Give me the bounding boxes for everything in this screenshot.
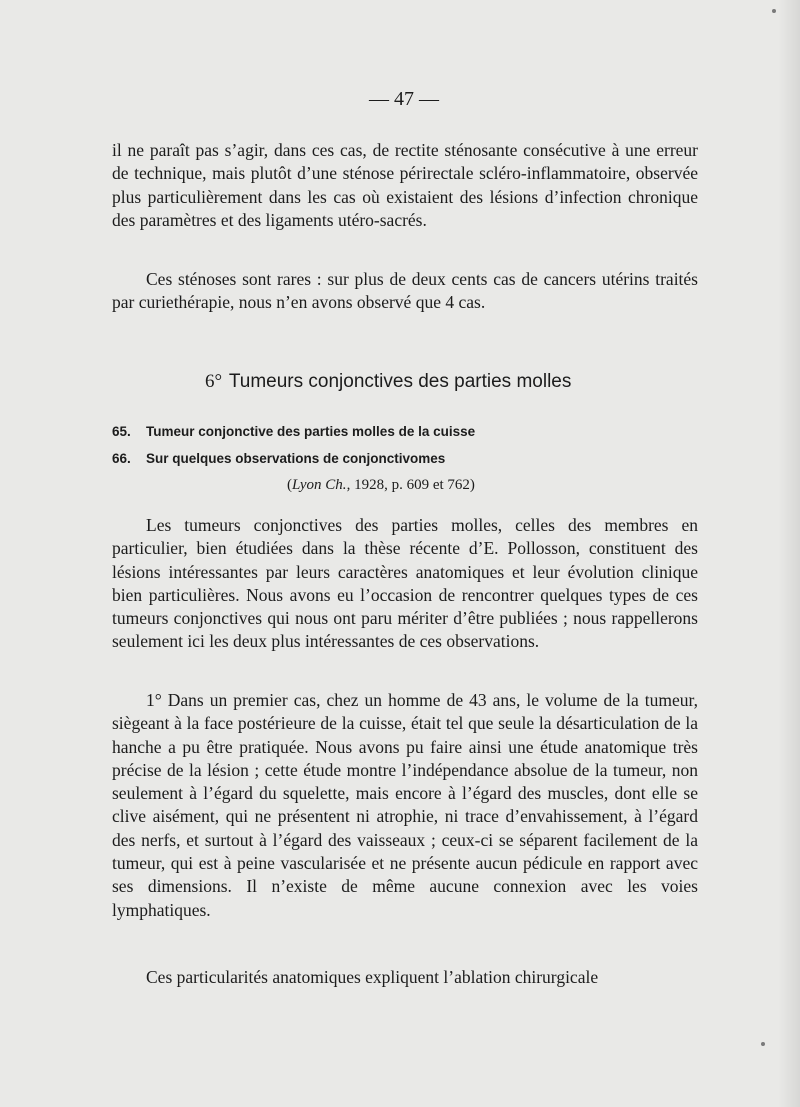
paragraph-intro: Les tumeurs conjonctives des parties molles, celles des membres en particulier, bien étudiées dans la thèse récente d’E. Pollosson, constituent des lésions intéressantes par leurs caractères anatomiques et leur évolution clinique bien particulières. Nous avons eu l’occasion de rencontrer quelques types de ces tumeurs conjonctives qui nous ont paru mériter d’être publiées ; nous rappellerons seulement ici les deux plus intéressantes de ces observations. bbox=[112, 515, 698, 652]
citation-journal: Lyon Ch. bbox=[292, 477, 347, 493]
page-edge-shadow bbox=[778, 0, 800, 1107]
paper-title: Sur quelques observations de conjonctivomes bbox=[146, 451, 446, 466]
paper-title: Tumeur conjonctive des parties molles de la cuisse bbox=[146, 424, 476, 439]
paper-entry bbox=[112, 424, 475, 439]
section-number: 6° bbox=[205, 371, 223, 392]
paragraph-continuation: il ne paraît pas s’agir, dans ces cas, de rectite sténosante consécutive à une erreur de technique, mais plutôt d’une sténose périrectale scléro-inflammatoire, observée plus particulièrement dans les cas où existaient des lésions d’infection chronique des paramètres et des ligaments utéro-sacrés. bbox=[112, 140, 698, 230]
paragraph-conclusion: Ces particularités anatomiques expliquent l’ablation chirurgicale bbox=[146, 967, 599, 987]
citation: (Lyon Ch., 1928, p. 609 et 762) bbox=[287, 477, 475, 493]
paragraph-case-1: 1° Dans un premier cas, chez un homme de 43 ans, le volume de la tumeur, siègeant à la face postérieure de la cuisse, était tel que seule la désarticulation de la hanche a pu être pratiquée. Nous avons pu faire ainsi une étude anatomique très précise de la lésion ; cette étude montre l’indépendance absolue de la tumeur, non seulement à l’égard du squelette, mais encore à l’égard des muscles, dont elle se clive aisément, qui ne présentent ni atrophie, ni trace d’envahissement, à l’égard des nerfs, et surtout à l’égard des vaisseaux ; ceux-ci se séparent facilement de la tumeur, qui est à peine vascularisée et ne présente aucun pédicule en rapport avec ses dimensions. Il n’existe de même aucune connexion avec les voies lymphatiques. bbox=[112, 690, 698, 920]
section-title: Tumeurs conjonctives des parties molles bbox=[228, 371, 572, 392]
section-heading bbox=[205, 371, 571, 393]
scan-speck bbox=[761, 1042, 765, 1046]
paper-number: 65. bbox=[112, 424, 131, 439]
paper-number: 66. bbox=[112, 451, 131, 466]
citation-details: , 1928, p. 609 et 762) bbox=[346, 477, 475, 493]
page-number: — 47 — bbox=[369, 88, 439, 110]
scan-speck bbox=[772, 9, 776, 13]
paragraph-stenoses: Ces sténoses sont rares : sur plus de deux cents cas de cancers utérins traités par curiethérapie, nous n’en avons observé que 4 cas. bbox=[112, 269, 698, 313]
paper-entry bbox=[112, 451, 445, 466]
